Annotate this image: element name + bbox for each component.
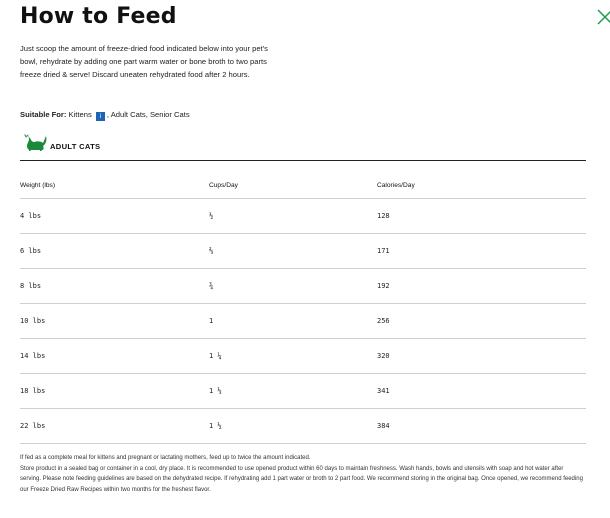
info-icon[interactable]: i xyxy=(96,112,105,121)
cell-cups: ½ xyxy=(209,212,214,220)
table-row xyxy=(20,304,586,339)
page-title: How to Feed xyxy=(20,4,177,29)
cell-weight: 22 lbs xyxy=(20,422,46,430)
table-row xyxy=(20,234,586,269)
suitable-for xyxy=(20,110,190,121)
table-row xyxy=(20,374,586,409)
cell-calories: 128 xyxy=(377,212,390,220)
cell-cups: 1 ⅓ xyxy=(209,387,222,395)
table-header-row xyxy=(20,161,586,199)
table-row xyxy=(20,269,586,304)
cell-calories: 192 xyxy=(377,282,390,290)
cell-cups: 1 xyxy=(209,317,214,325)
cell-cups: ⅔ xyxy=(209,247,214,255)
header-calories: Calories/Day xyxy=(377,182,415,189)
close-button[interactable] xyxy=(596,8,610,26)
cell-cups: 1 ¼ xyxy=(209,352,222,360)
cell-cups: ¾ xyxy=(209,282,214,290)
cell-calories: 256 xyxy=(377,317,390,325)
cell-calories: 171 xyxy=(377,247,390,255)
header-weight: Weight (lbs) xyxy=(20,182,56,189)
cell-weight: 6 lbs xyxy=(20,247,42,255)
footnote-doubling: If fed as a complete meal for kittens and pregnant or lactating mothers, feed up to twice the amount indicated. xyxy=(20,455,311,461)
cell-weight: 10 lbs xyxy=(20,317,46,325)
cell-calories: 341 xyxy=(377,387,390,395)
footnote-storage: Store product in a sealed bag or container in a cool, dry place. It is recommended to use opened product within 60 days to maintain freshness. Wash hands, bowls and utensils with soap and hot water after serving. Please note feeding guidelines are based on the dehydrated recipe. If rehydrating add 1 part water or broth to 2 part food. We recommend storing in the original bag. Once opened, we recommend feeding our Freeze Dried Raw Recipes within two months for the freshest flavor. xyxy=(20,465,583,493)
section-label: ADULT CATS xyxy=(50,142,101,151)
close-icon xyxy=(596,8,610,26)
table-row xyxy=(20,339,586,374)
cat-icon xyxy=(22,132,48,152)
suitable-for-rest: , Adult Cats, Senior Cats xyxy=(106,110,190,119)
table-row xyxy=(20,199,586,234)
cell-weight: 8 lbs xyxy=(20,282,42,290)
cell-cups: 1 ½ xyxy=(209,422,222,430)
table-row xyxy=(20,409,586,444)
feeding-table xyxy=(20,161,586,444)
cell-calories: 384 xyxy=(377,422,390,430)
feeding-instructions: Just scoop the amount of freeze-dried food indicated below into your pet's bowl, rehydrate by adding one part warm water or bone broth to two parts freeze dried & serve! Discard uneaten rehydrated food after 2 hours. xyxy=(20,44,268,79)
cell-calories: 320 xyxy=(377,352,390,360)
cell-weight: 14 lbs xyxy=(20,352,46,360)
suitable-for-label: Suitable For: xyxy=(20,110,67,119)
suitable-for-kittens: Kittens xyxy=(68,110,92,119)
cell-weight: 18 lbs xyxy=(20,387,46,395)
footnotes xyxy=(20,453,586,495)
cell-weight: 4 lbs xyxy=(20,212,42,220)
header-cups: Cups/Day xyxy=(209,182,238,189)
